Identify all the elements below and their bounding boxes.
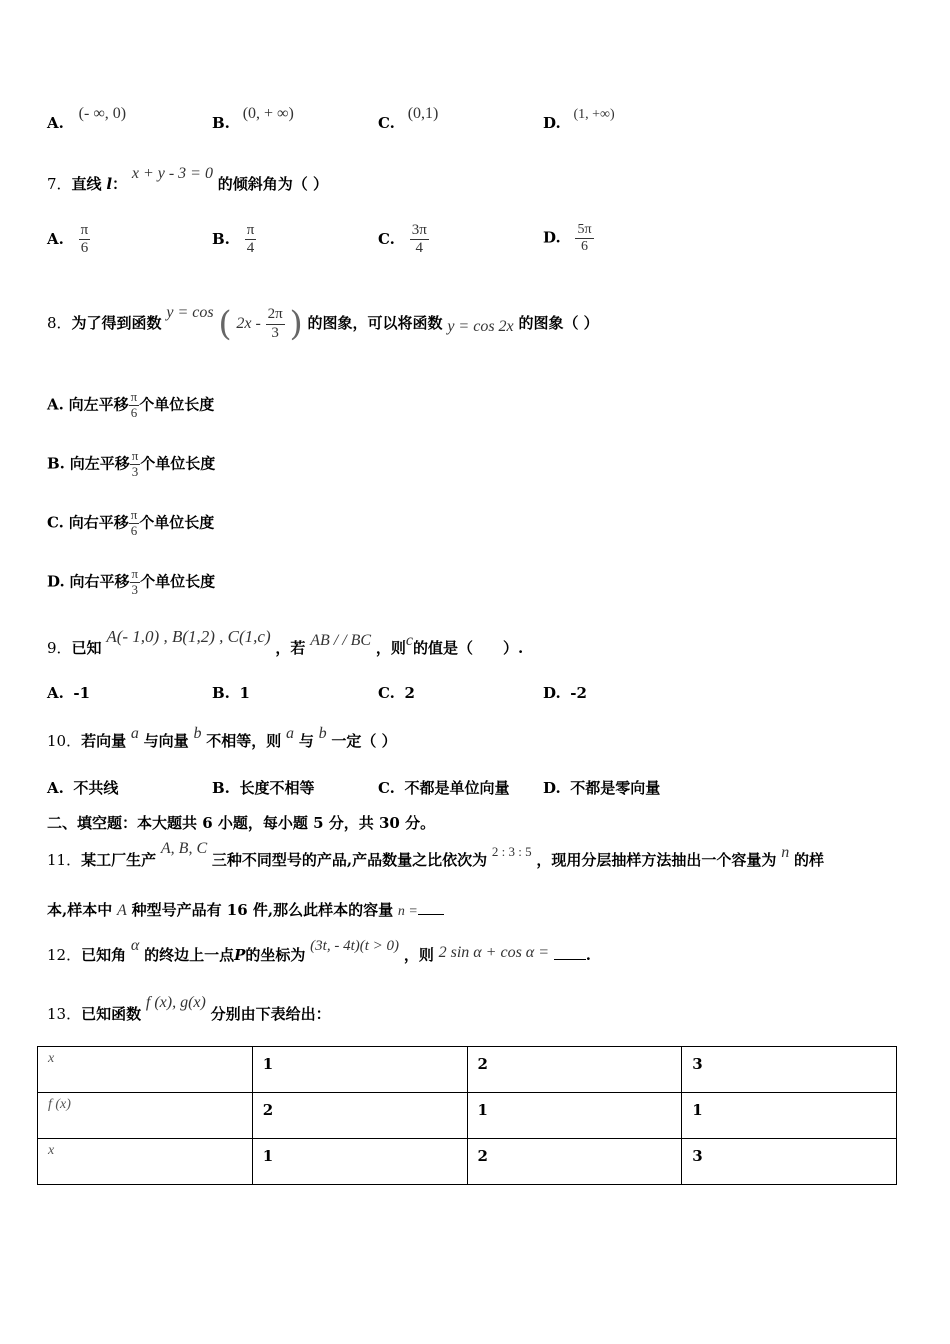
question-text: 的样 [794, 851, 825, 869]
left-paren-icon: ( [218, 304, 232, 344]
option-suffix: 个单位长度 [139, 513, 215, 532]
question-text: 分别由下表给出： [210, 1005, 331, 1023]
option-suffix: 个单位长度 [139, 395, 215, 414]
table-cell: 3 [682, 1139, 897, 1185]
variable-c: c [405, 632, 413, 649]
option-value: (- ∞, 0) [78, 105, 127, 122]
table-cell: f (x) [38, 1093, 253, 1139]
option-suffix: 个单位长度 [140, 572, 216, 591]
fraction-denominator: 3 [131, 581, 139, 597]
table-row [38, 1047, 897, 1093]
option-fraction [245, 222, 257, 258]
answer-blank[interactable] [418, 900, 444, 915]
section-heading: 二、填空题：本大题共 6 小题，每小题 5 分，共 30 分。 [47, 814, 436, 832]
question-number: 11． [47, 851, 82, 869]
question-text: 的图象，可以将函数 [307, 314, 443, 332]
question-number: 9． [47, 639, 72, 657]
q7-option-c [378, 222, 429, 258]
q7-option-a [47, 222, 90, 258]
question-number: 7． [47, 175, 72, 193]
question-number: 12． [47, 946, 82, 964]
coordinate: (3t, - 4t)(t > 0) [310, 938, 400, 954]
question-text: 的图象（ ） [518, 314, 599, 332]
functions: f (x), g(x) [145, 994, 206, 1011]
question-text: ，则 [375, 639, 406, 657]
table-cell: 1 [252, 1139, 467, 1185]
question-text: 的终边上一点 [144, 946, 235, 964]
q8-option-a [47, 390, 214, 421]
question-text: ，若 [275, 639, 306, 657]
option-label: C. [378, 114, 395, 132]
option-label: D. [543, 228, 561, 247]
question-text: 的坐标为 [245, 946, 306, 964]
option-fraction [130, 449, 141, 480]
option-label: D. [543, 779, 561, 797]
table-row [38, 1139, 897, 1185]
option-prefix: 向右平移 [69, 572, 130, 591]
table-cell: 2 [467, 1139, 682, 1185]
q7-option-b [212, 222, 256, 258]
q12-stem [47, 937, 592, 965]
question-text: 若向量 [81, 732, 127, 750]
q9-option-c [378, 684, 415, 702]
fraction-numerator: π [130, 389, 138, 404]
fraction-numerator: 5π [575, 222, 593, 239]
table-cell: 1 [252, 1047, 467, 1093]
type-a: A [117, 902, 127, 919]
q11-stem-line2 [47, 899, 444, 920]
q10-option-b [212, 777, 314, 798]
fraction-numerator: 2π [266, 306, 285, 324]
question-text: 的值是（ ）. [413, 639, 524, 657]
fraction-denominator: 3 [271, 324, 279, 341]
option-value: (1, +∞) [573, 107, 615, 122]
option-label: B. [212, 229, 230, 248]
option-label: C. [378, 229, 395, 248]
option-label: B. [212, 114, 230, 132]
angle-alpha: α [130, 937, 140, 954]
table-cell: x [38, 1139, 253, 1185]
function-lhs: y = cos [166, 304, 214, 321]
answer-blank[interactable] [554, 945, 586, 960]
variable-n: n [781, 844, 790, 861]
table-cell: 1 [682, 1093, 897, 1139]
fraction-denominator: 6 [130, 522, 138, 538]
option-label: A. [47, 779, 64, 797]
option-fraction [129, 508, 140, 539]
fraction-denominator: 4 [246, 240, 255, 257]
fraction-denominator: 3 [131, 463, 139, 479]
question-text: 本,样本中 [47, 901, 113, 919]
q8-option-b [47, 449, 215, 480]
question-text: 已知 [71, 639, 102, 657]
fraction-numerator: π [131, 566, 139, 581]
q7-stem [47, 165, 328, 194]
fraction-numerator: 3π [410, 222, 429, 240]
option-label: B. [212, 779, 230, 797]
question-number: 10． [47, 732, 82, 750]
vector-a: a [130, 725, 139, 742]
q9-option-d [543, 684, 587, 702]
option-label: C. [47, 513, 64, 532]
question-number: 8． [47, 314, 72, 332]
question-number: 13． [47, 1005, 82, 1023]
table-cell: 2 [467, 1047, 682, 1093]
option-value: 长度不相等 [239, 779, 315, 797]
fraction-denominator: 6 [581, 239, 589, 255]
option-value: 2 [404, 684, 415, 702]
option-value: 1 [239, 684, 250, 702]
ratio: 2 : 3 : 5 [491, 844, 532, 859]
option-label: D. [543, 684, 561, 702]
vector-b: b [193, 725, 202, 742]
q9-stem [47, 627, 524, 658]
vector-a: a [286, 725, 295, 742]
question-text: 三种不同型号的产品,产品数量之比依次为 [211, 851, 488, 869]
fraction-denominator: 6 [80, 240, 89, 257]
condition: AB / / BC [310, 632, 372, 649]
option-value: 不都是零向量 [570, 779, 661, 797]
question-text: 种型号产品有 16 件,那么此样本的容量 [131, 901, 394, 919]
colon: ： [112, 175, 128, 193]
option-label: D. [47, 572, 65, 591]
function-inner: 2x - [236, 315, 261, 332]
line-equation: x + y - 3 = 0 [131, 165, 213, 182]
option-label: A. [47, 229, 64, 248]
q10-stem [47, 725, 397, 751]
function-2: y = cos 2x [447, 318, 514, 335]
q7-option-d [543, 222, 594, 255]
points: A(- 1,0) , B(1,2) , C(1,c) [106, 627, 271, 646]
n-equals: n = [397, 904, 418, 919]
option-fraction [410, 222, 429, 258]
option-label: A. [47, 395, 64, 414]
option-value: (0,1) [407, 105, 439, 122]
question-text: 直线 [71, 175, 102, 193]
option-label: D. [543, 114, 561, 132]
question-text: 已知函数 [81, 1005, 142, 1023]
option-label: A. [47, 684, 64, 702]
option-label: C. [378, 684, 395, 702]
question-text: 为了得到函数 [71, 314, 162, 332]
question-text: 与向量 [143, 732, 189, 750]
option-value: (0, + ∞) [242, 105, 294, 122]
q8-option-d [47, 567, 215, 598]
question-text: 不相等，则 [206, 732, 282, 750]
line-name: l [106, 175, 113, 193]
q10-option-d [543, 777, 660, 798]
right-paren-icon: ) [289, 304, 303, 344]
option-fraction [575, 222, 593, 255]
table-row [38, 1093, 897, 1139]
q10-option-c [378, 777, 509, 798]
q8-option-c [47, 508, 214, 539]
option-label: B. [47, 454, 65, 473]
option-prefix: 向右平移 [68, 513, 129, 532]
function-table [37, 1046, 897, 1185]
option-prefix: 向左平移 [68, 395, 129, 414]
table-cell: x [38, 1047, 253, 1093]
option-value: -1 [73, 684, 91, 702]
question-text: ，现用分层抽样方法抽出一个容量为 [536, 851, 777, 869]
q6-option-a [47, 105, 127, 133]
q6-option-b [212, 105, 294, 133]
expression: 2 sin α + cos α = [438, 944, 549, 961]
option-label: B. [212, 684, 230, 702]
question-text: 某工厂生产 [81, 851, 157, 869]
option-value: 不共线 [73, 779, 119, 797]
q11-stem-line1 [47, 840, 825, 870]
fraction-denominator: 6 [130, 404, 138, 420]
question-text: . [585, 946, 592, 964]
q6-option-d [543, 107, 615, 133]
option-label: C. [378, 779, 395, 797]
question-text: 已知角 [81, 946, 127, 964]
q6-option-c [378, 105, 439, 133]
q9-option-b [212, 684, 250, 702]
option-fraction [130, 567, 141, 598]
vector-b: b [318, 725, 327, 742]
fraction-numerator: π [245, 222, 257, 240]
point-p: P [234, 946, 246, 964]
option-fraction [79, 222, 91, 258]
fraction-denominator: 4 [415, 240, 423, 257]
question-text: 一定（ ） [331, 732, 397, 750]
table-cell: 2 [252, 1093, 467, 1139]
option-value: -2 [570, 684, 587, 702]
question-text: ，则 [403, 946, 434, 964]
fraction-numerator: π [130, 507, 138, 522]
q8-stem [47, 304, 599, 344]
q13-stem [47, 994, 331, 1024]
fraction-numerator: π [79, 222, 91, 240]
option-value: 不都是单位向量 [404, 779, 510, 797]
option-prefix: 向左平移 [69, 454, 130, 473]
q10-option-a [47, 777, 118, 798]
abc-labels: A, B, C [160, 840, 208, 857]
q9-option-a [47, 684, 90, 702]
function-fraction [266, 306, 285, 342]
option-label: A. [47, 114, 64, 132]
question-text: 与 [298, 732, 314, 750]
fraction-numerator: π [131, 448, 139, 463]
option-suffix: 个单位长度 [140, 454, 216, 473]
option-fraction [129, 390, 140, 421]
table-cell: 3 [682, 1047, 897, 1093]
question-text: 的倾斜角为（ ） [217, 175, 328, 193]
table-cell: 1 [467, 1093, 682, 1139]
